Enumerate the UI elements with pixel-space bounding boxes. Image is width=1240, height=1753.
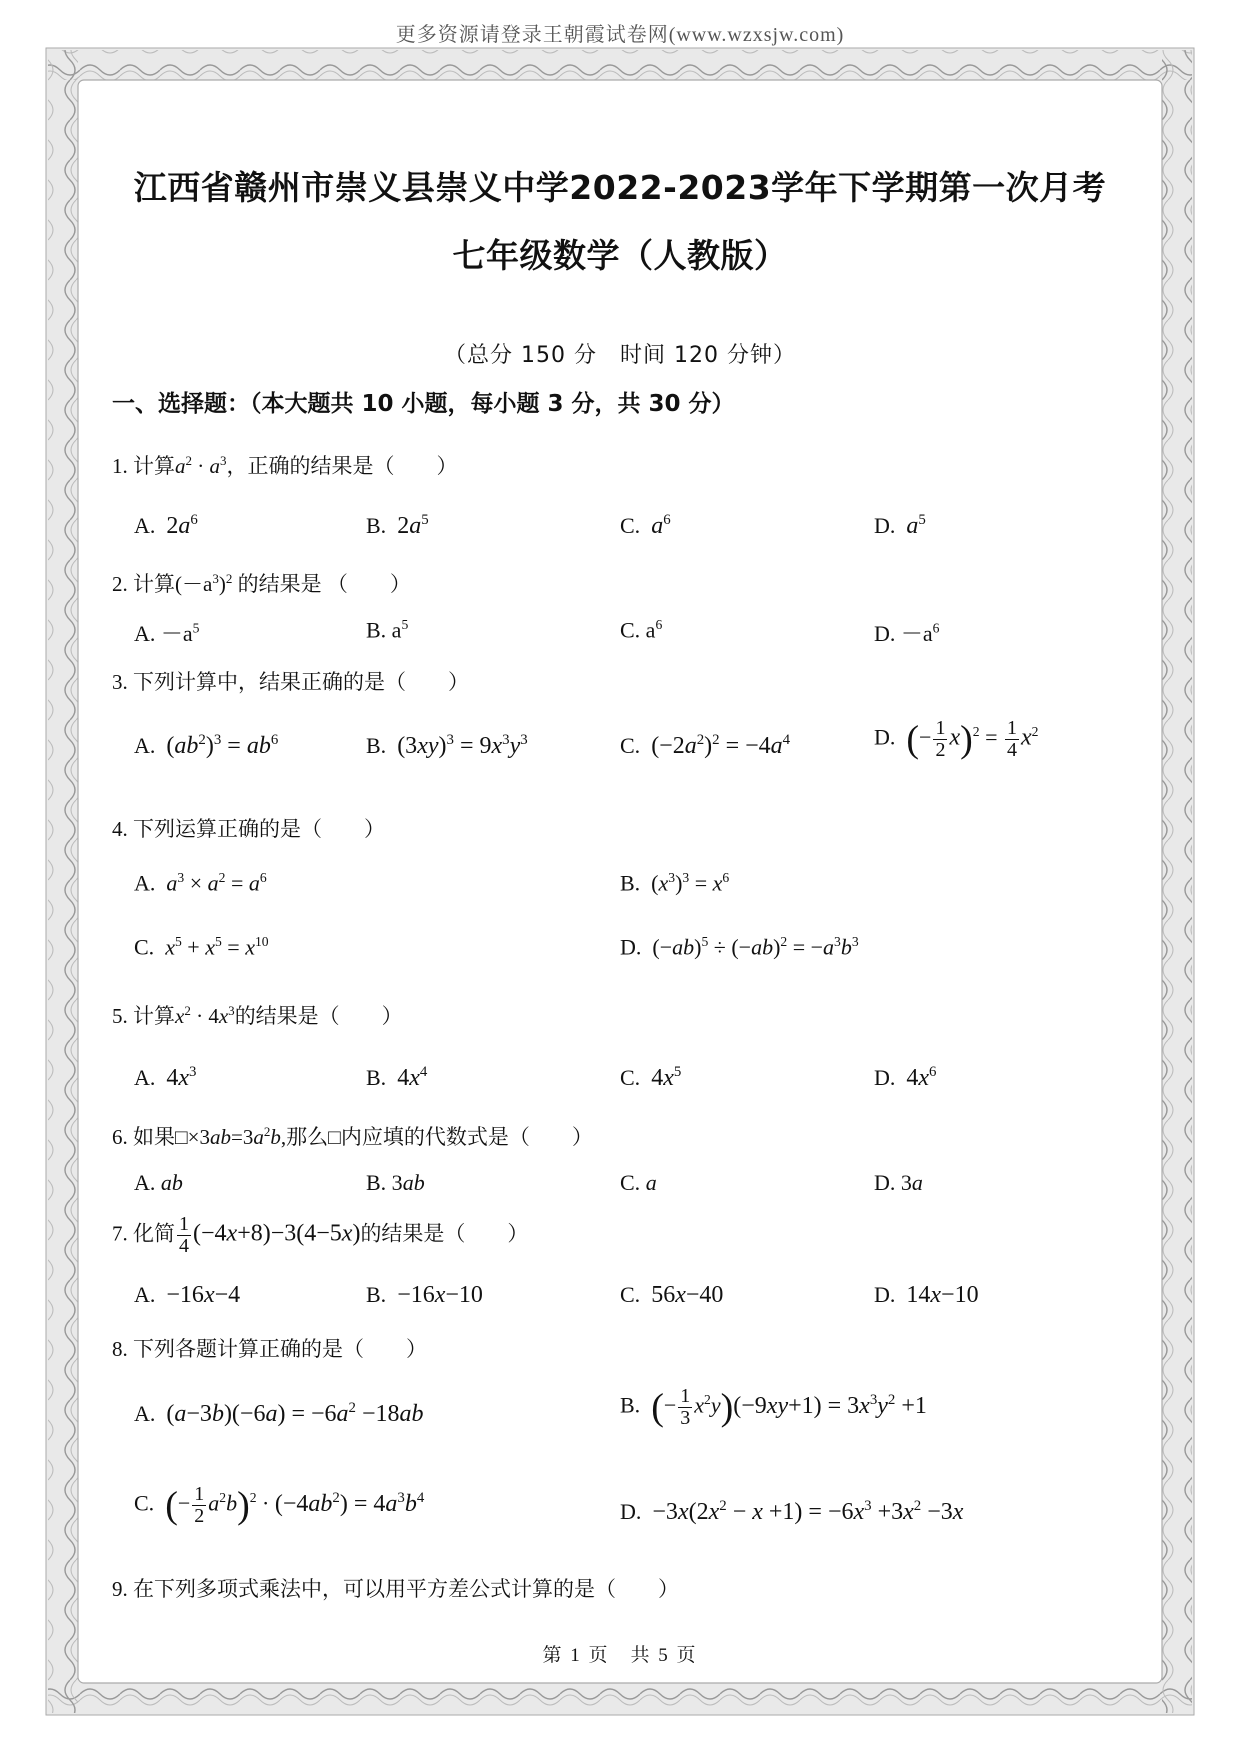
q1-option-c[interactable]: C. $a^6$ bbox=[620, 512, 671, 539]
page-footer: 第 1 页 共 5 页 bbox=[542, 1645, 698, 1666]
question-7: 7. 化简 $\frac{1}{4}$ (−4x+8)−3(4−5x)的结果是（ ） bbox=[112, 1213, 529, 1257]
question-4: 4. 下列运算正确的是（ ） bbox=[112, 817, 385, 841]
q4-option-a[interactable]: A. $a^3 \times a^2 = a^6$ bbox=[134, 870, 267, 896]
q8-option-c[interactable]: C. (− $\frac{1}{2}$ $a^2b)^2 \cdot (-4ab^2) = 4a^3b^4$ bbox=[134, 1483, 425, 1527]
q8-option-a[interactable]: A. $(a-3b)(-6a) = -6a^2 -18ab$ bbox=[134, 1400, 424, 1427]
q3-option-b[interactable]: B. $(3xy)^3 = 9x^3y^3$ bbox=[366, 732, 528, 759]
exam-subtitle: 七年级数学（人教版） bbox=[452, 236, 788, 275]
watermark: 更多资源请登录王朝霞试卷网(www.wzxsjw.com) bbox=[395, 24, 845, 46]
q8-option-b[interactable]: B. (− $\frac{1}{3}$ $x^2y)(-9xy+1) = 3x^3y^2 +1$ bbox=[620, 1385, 927, 1429]
q8-option-d[interactable]: D. $-3x(2x^2 - x +1) = -6x^3 +3x^2 -3x$ bbox=[620, 1498, 964, 1525]
question-1: 1. 计算$a^2 \cdot a^3$，正确的结果是（ ） bbox=[112, 453, 458, 478]
q2-option-b[interactable]: B. $a^5$ bbox=[366, 617, 409, 643]
q7-option-a[interactable]: A. −16x−4 bbox=[134, 1282, 241, 1308]
q3-option-a[interactable]: A. $(ab^2)^3 = ab^6$ bbox=[134, 732, 279, 759]
q4-option-d[interactable]: D. $(-ab)^5 \div (-ab)^2 = -a^3b^3$ bbox=[620, 934, 859, 960]
section-heading: 一、选择题：（本大题共 10 小题，每小题 3 分，共 30 分） bbox=[112, 391, 735, 417]
q2-option-c[interactable]: C. $a^6$ bbox=[620, 617, 663, 643]
q7-option-b[interactable]: B. −16x−10 bbox=[366, 1282, 483, 1308]
q6-option-a[interactable]: A. ab bbox=[134, 1170, 183, 1195]
q5-option-c[interactable]: C. $4x^5$ bbox=[620, 1064, 682, 1091]
q3-option-c[interactable]: C. $(-2a^2)^2 = -4a^4$ bbox=[620, 732, 791, 759]
q6-option-c[interactable]: C. a bbox=[620, 1170, 657, 1195]
q2-option-d[interactable]: D. $-a^6$ bbox=[874, 620, 940, 646]
q5-option-b[interactable]: B. $4x^4$ bbox=[366, 1064, 428, 1091]
exam-title: 江西省赣州市崇义县崇义中学2022-2023学年下学期第一次月考 bbox=[133, 168, 1107, 207]
q1-option-d[interactable]: D. $a^5$ bbox=[874, 512, 926, 539]
q7-option-c[interactable]: C. 56x−40 bbox=[620, 1282, 724, 1308]
q3-option-d[interactable]: D. (− $\frac{1}{2}$ x)$^2$ = $\frac{1}{4}$ $x^2$ bbox=[874, 717, 1039, 761]
question-3: 3. 下列计算中，结果正确的是（ ） bbox=[112, 670, 469, 694]
exam-meta: （总分 150 分 时间 120 分钟） bbox=[444, 343, 796, 368]
q1-option-a[interactable]: A. $2a^6$ bbox=[134, 512, 198, 539]
question-5: 5. 计算$x^2 \cdot 4x^3$的结果是（ ） bbox=[112, 1003, 403, 1028]
question-2: 2. 计算$(-a^3)^2$ 的结果是 （ ） bbox=[112, 571, 411, 596]
q4-option-c[interactable]: C. $x^5 + x^5 = x^{10}$ bbox=[134, 934, 269, 960]
question-6: 6. 如果$□\times 3ab=3a^2b$,那么□内应填的代数式是（ ） bbox=[112, 1124, 593, 1149]
q1-option-b[interactable]: B. $2a^5$ bbox=[366, 512, 429, 539]
question-8: 8. 下列各题计算正确的是（ ） bbox=[112, 1337, 427, 1361]
q6-option-d[interactable]: D. 3a bbox=[874, 1170, 923, 1195]
q2-option-a[interactable]: A. $-a^5$ bbox=[134, 620, 200, 646]
q5-option-d[interactable]: D. $4x^6$ bbox=[874, 1064, 937, 1091]
question-9: 9. 在下列多项式乘法中，可以用平方差公式计算的是（ ） bbox=[112, 1577, 679, 1601]
q7-option-d[interactable]: D. 14x−10 bbox=[874, 1282, 979, 1308]
q5-option-a[interactable]: A. $4x^3$ bbox=[134, 1064, 197, 1091]
q6-option-b[interactable]: B. 3ab bbox=[366, 1170, 425, 1195]
q4-option-b[interactable]: B. $(x^3)^3 = x^6$ bbox=[620, 870, 730, 896]
